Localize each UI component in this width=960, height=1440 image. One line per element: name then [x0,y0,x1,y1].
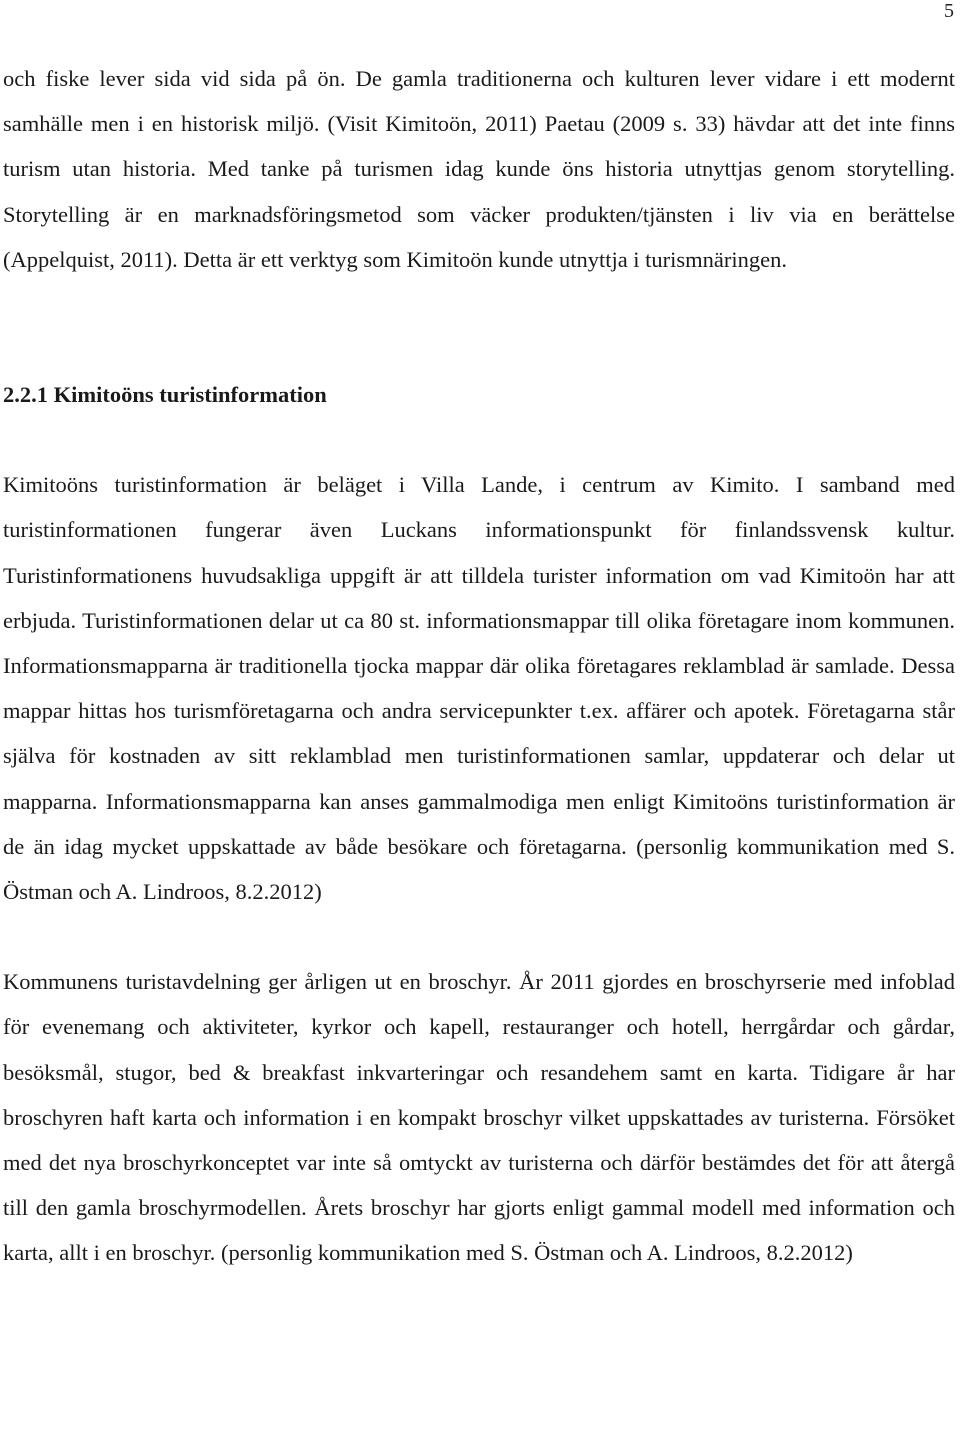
paragraph-spacer [3,914,955,959]
document-body [3,56,955,1276]
heading-spacer [3,417,955,462]
section-heading: 2.2.1 Kimitoöns turistinformation [3,382,327,408]
page-number: 5 [944,0,954,22]
paragraph-intro: och fiske lever sida vid sida på ön. De gamla traditionerna och kulturen lever vidare i ett modernt samhälle men i en historisk miljö. (Visit Kimitoön, 2011) Paetau (2009 s. 33) hävdar att det inte finns turism utan historia. Med tanke på turismen idag kunde öns historia utnyttjas genom storytelling. Storytelling är en marknadsföringsmetod som väcker produkten/tjänsten i liv via en berättelse (Appelquist, 2011). Detta är ett verktyg som Kimitoön kunde utnyttja i turismnäringen. [3,66,955,272]
paragraph-turistinformation: Kimitoöns turistinformation är beläget i Villa Lande, i centrum av Kimito. I samband med turistinformationen fungerar även Luckans informationspunkt för finlandssvensk kultur. Turistinformationens huvudsakliga uppgift är att tilldela turister information om vad Kimitoön har att erbjuda. Turistinformationen delar ut ca 80 st. informationsmappar till olika företagare inom kommunen. Informationsmapparna är traditionella tjocka mappar där olika företagares reklamblad är samlade. Dessa mappar hittas hos turismföretagarna och andra servicepunkter t.ex. affärer och apotek. Företagarna står själva för kostnaden av sitt reklamblad men turistinformationen samlar, uppdaterar och delar ut mapparna. Informationsmapparna kan anses gammalmodiga men enligt Kimitoöns turistinformation är de än idag mycket uppskattade av både besökare och företagarna. (personlig kommunikation med S. Östman och A. Lindroos, 8.2.2012) [3,472,955,905]
section-spacer [3,282,955,372]
paragraph-broschyr: Kommunens turistavdelning ger årligen ut en broschyr. År 2011 gjordes en broschyrserie med infoblad för evenemang och aktiviteter, kyrkor och kapell, restauranger och hotell, herrgårdar och gårdar, besöksmål, stugor, bed & breakfast inkvarteringar och resandehem samt en karta. Tidigare år har broschyren haft karta och information i en kompakt broschyr vilket uppskattades av turisterna. Försöket med det nya broschyrkonceptet var inte så omtyckt av turisterna och därför bestämdes det för att återgå till den gamla broschyrmodellen. Årets broschyr har gjorts enligt gammal modell med information och karta, allt i en broschyr. (personlig kommunikation med S. Östman och A. Lindroos, 8.2.2012) [3,969,955,1266]
